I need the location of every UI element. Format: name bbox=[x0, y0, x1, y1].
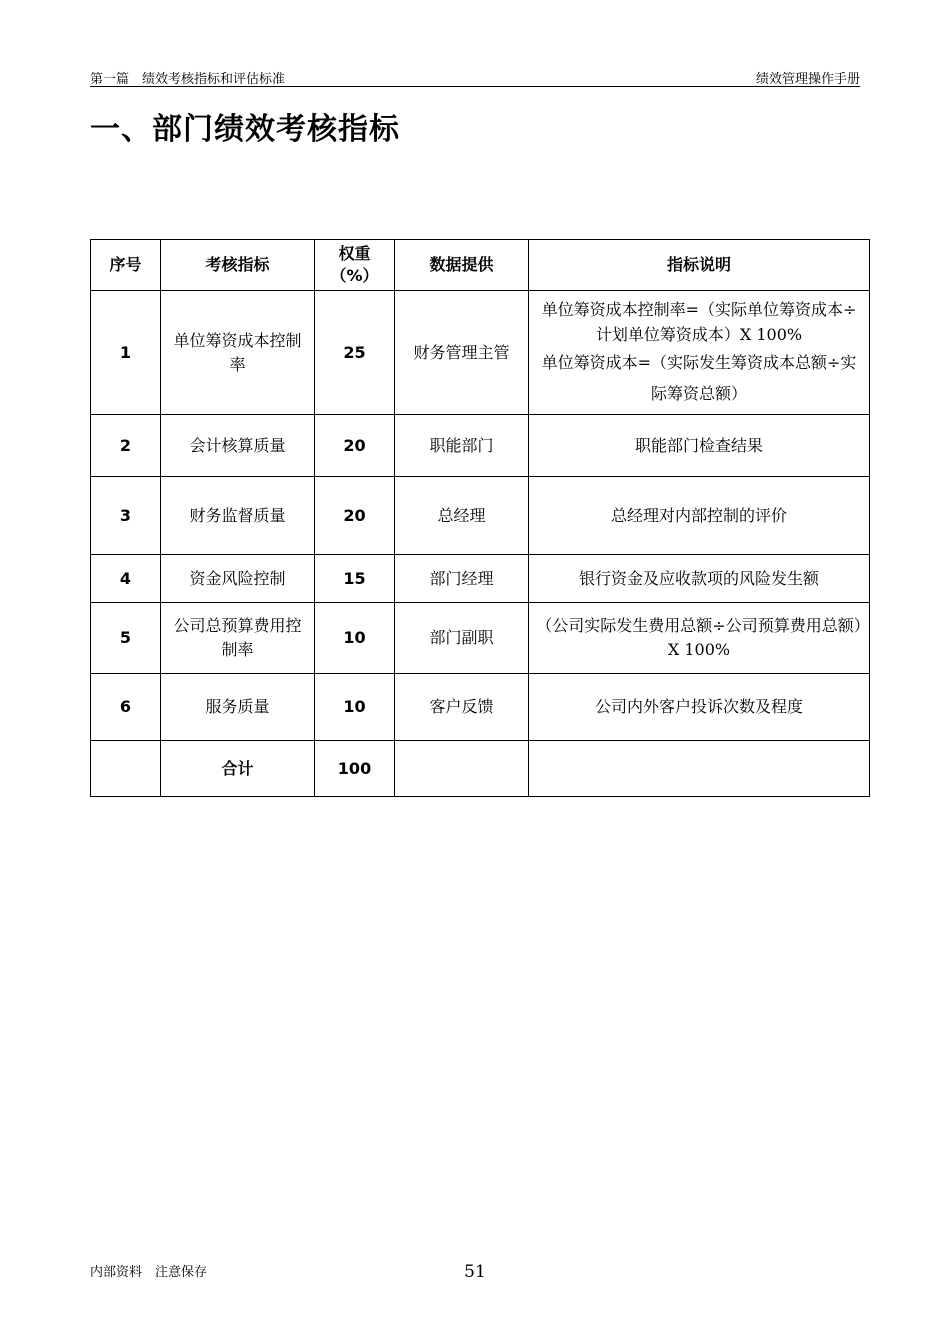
row-description bbox=[529, 291, 870, 415]
row-description: （公司实际发生费用总额÷公司预算费用总额）X 100% bbox=[529, 603, 870, 674]
row-seq: 5 bbox=[91, 603, 161, 674]
description-line: 单位筹资成本=（实际发生筹资成本总额÷实际筹资总额） bbox=[541, 352, 857, 403]
row-indicator: 服务质量 bbox=[161, 674, 315, 741]
kpi-table bbox=[90, 239, 870, 797]
table-total-row bbox=[91, 741, 870, 797]
row-source: 职能部门 bbox=[395, 415, 529, 477]
header-manual-title: 绩效管理操作手册 bbox=[755, 72, 860, 87]
row-weight: 15 bbox=[315, 555, 395, 603]
row-indicator: 公司总预算费用控制率 bbox=[161, 603, 315, 674]
total-weight: 100 bbox=[315, 741, 395, 797]
row-seq: 2 bbox=[91, 415, 161, 477]
header-seq: 序号 bbox=[91, 240, 161, 291]
row-indicator: 资金风险控制 bbox=[161, 555, 315, 603]
section-title: 一、部门绩效考核指标 bbox=[90, 112, 400, 147]
header-indicator: 考核指标 bbox=[161, 240, 315, 291]
total-seq-empty bbox=[91, 741, 161, 797]
header-weight-line2: （%） bbox=[330, 266, 379, 285]
total-label: 合计 bbox=[161, 741, 315, 797]
row-source: 财务管理主管 bbox=[395, 291, 529, 415]
page-header bbox=[90, 66, 860, 87]
table-header-row bbox=[91, 240, 870, 291]
row-seq: 4 bbox=[91, 555, 161, 603]
row-indicator: 财务监督质量 bbox=[161, 477, 315, 555]
header-description: 指标说明 bbox=[529, 240, 870, 291]
table-row bbox=[91, 415, 870, 477]
row-source: 部门经理 bbox=[395, 555, 529, 603]
total-description-empty bbox=[529, 741, 870, 797]
table-row bbox=[91, 477, 870, 555]
description-line: 单位筹资成本控制率=（实际单位筹资成本÷计划单位筹资成本）X 100% bbox=[541, 299, 857, 344]
row-description: 职能部门检查结果 bbox=[529, 415, 870, 477]
total-source-empty bbox=[395, 741, 529, 797]
row-source: 客户反馈 bbox=[395, 674, 529, 741]
row-source: 部门副职 bbox=[395, 603, 529, 674]
row-description: 总经理对内部控制的评价 bbox=[529, 477, 870, 555]
row-description: 公司内外客户投诉次数及程度 bbox=[529, 674, 870, 741]
row-weight: 25 bbox=[315, 291, 395, 415]
row-description: 银行资金及应收款项的风险发生额 bbox=[529, 555, 870, 603]
table-row bbox=[91, 555, 870, 603]
row-seq: 6 bbox=[91, 674, 161, 741]
row-seq: 3 bbox=[91, 477, 161, 555]
table-row bbox=[91, 603, 870, 674]
row-source: 总经理 bbox=[395, 477, 529, 555]
row-weight: 10 bbox=[315, 603, 395, 674]
footer-confidential-note: 内部资料 注意保存 bbox=[90, 1265, 208, 1280]
header-weight-line1: 权重 bbox=[338, 244, 371, 263]
table-row bbox=[91, 291, 870, 415]
row-weight: 10 bbox=[315, 674, 395, 741]
header-chapter: 第一篇 绩效考核指标和评估标准 bbox=[90, 72, 286, 87]
header-source: 数据提供 bbox=[395, 240, 529, 291]
row-weight: 20 bbox=[315, 415, 395, 477]
row-indicator: 会计核算质量 bbox=[161, 415, 315, 477]
row-seq: 1 bbox=[91, 291, 161, 415]
table-row bbox=[91, 674, 870, 741]
row-indicator: 单位筹资成本控制率 bbox=[161, 291, 315, 415]
row-weight: 20 bbox=[315, 477, 395, 555]
page-number: 51 bbox=[464, 1262, 486, 1282]
header-weight bbox=[315, 240, 395, 291]
